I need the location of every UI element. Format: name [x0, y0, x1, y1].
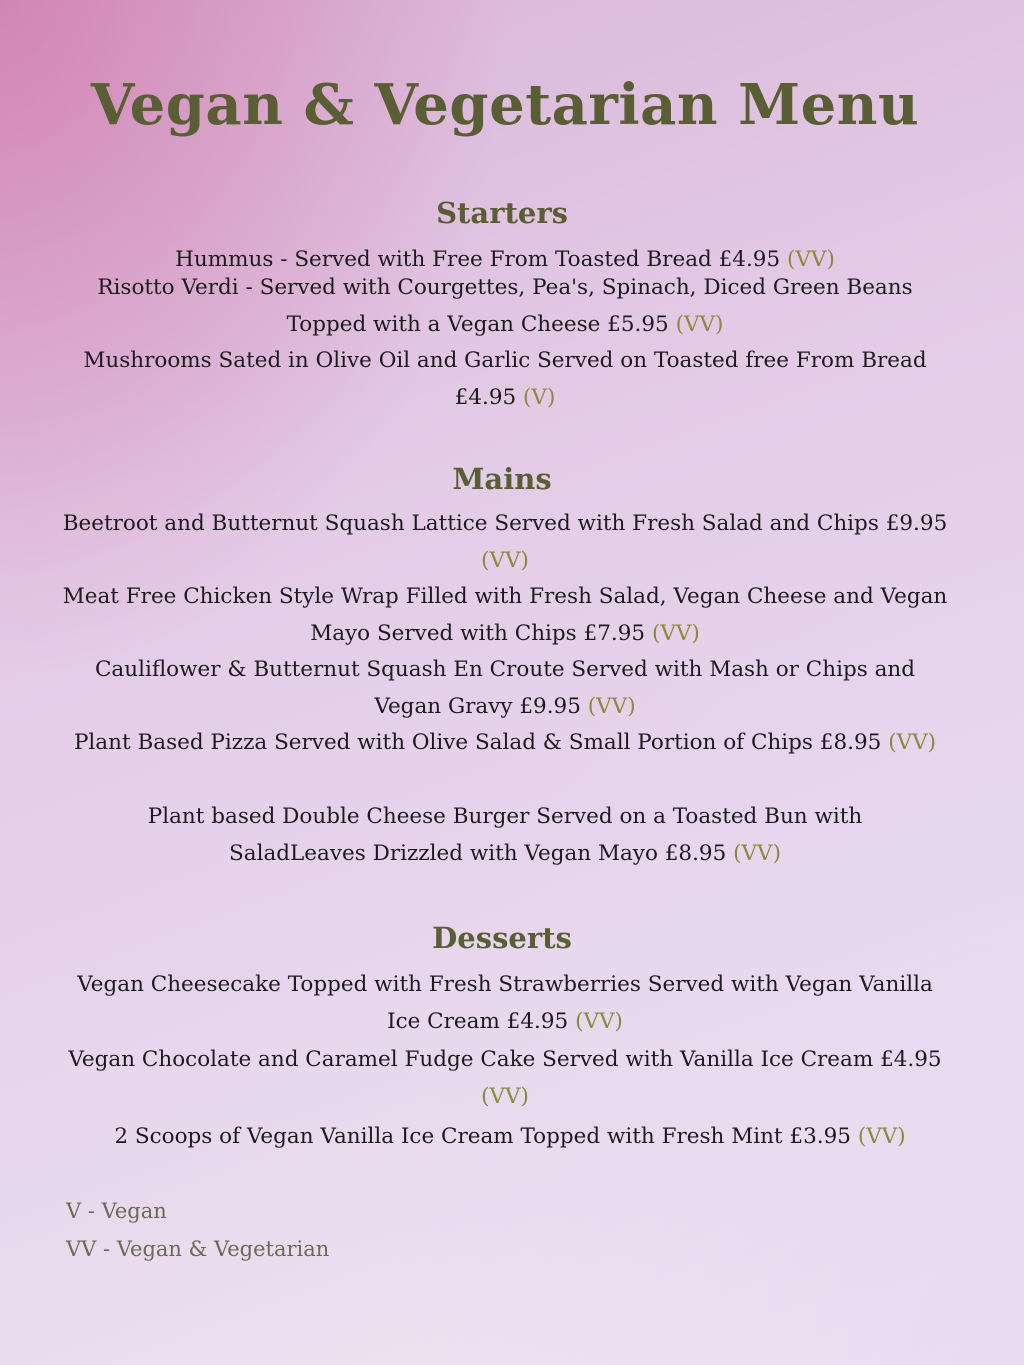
menu-title: Vegan & Vegetarian Menu [90, 72, 920, 138]
menu-item-fudge-cake [55, 1042, 955, 1115]
section-heading-desserts: Desserts [432, 921, 572, 955]
diet-marker: (VV) [651, 620, 700, 646]
diet-marker: (VV) [587, 693, 636, 719]
item-description: Cauliflower & Butternut Squash En Croute Served with Mash or Chips and Vegan Gravy £9.95 [94, 657, 916, 719]
diet-marker: (VV) [733, 840, 781, 866]
item-description: Plant Based Pizza Served with Olive Salad & Small Portion of Chips £8.95 [73, 730, 882, 755]
menu-item-ice-cream-scoops [30, 1119, 990, 1156]
diet-marker: (VV) [481, 1083, 529, 1109]
menu-item-en-croute [70, 652, 940, 725]
menu-item-mushrooms [80, 343, 930, 416]
menu-item-plant-based-pizza [60, 725, 950, 762]
item-description: Hummus - Served with Free From Toasted Bread £4.95 [175, 247, 781, 272]
section-heading-starters: Starters [436, 196, 568, 230]
diet-marker: (VV) [787, 247, 835, 272]
diet-marker: (VV) [857, 1124, 906, 1149]
menu-item-vegan-cheesecake [60, 967, 950, 1040]
menu-item-risotto-verdi [60, 270, 950, 343]
diet-marker: (VV) [481, 547, 529, 573]
item-description: Mushrooms Sated in Olive Oil and Garlic Served on Toasted free From Bread £4.95 [83, 348, 927, 410]
menu-item-double-cheese-burger [90, 799, 920, 872]
diet-legend [66, 1192, 329, 1268]
item-description: Beetroot and Butternut Squash Lattice Served with Fresh Salad and Chips £9.95 [62, 511, 948, 536]
legend-vegan-vegetarian: VV - Vegan & Vegetarian [66, 1237, 330, 1261]
diet-marker: (VV) [675, 311, 724, 337]
menu-item-chicken-style-wrap [60, 579, 950, 652]
item-description: Meat Free Chicken Style Wrap Filled with Fresh Salad, Vegan Cheese and Vegan Mayo Served with Chips £7.95 [62, 584, 948, 646]
item-description: Vegan Chocolate and Caramel Fudge Cake Served with Vanilla Ice Cream £4.95 [68, 1047, 942, 1072]
diet-marker: (V) [523, 384, 556, 410]
item-description: Risotto Verdi - Served with Courgettes, Pea's, Spinach, Diced Green Beans Topped with a Vegan Cheese £5.95 [97, 275, 913, 337]
diet-marker: (VV) [888, 730, 937, 755]
item-description: Plant based Double Cheese Burger Served on a Toasted Bun with SaladLeaves Drizzled with Vegan Mayo £8.95 [147, 804, 863, 866]
item-description: Vegan Cheesecake Topped with Fresh Strawberries Served with Vegan Vanilla Ice Cream £4.95 [77, 972, 933, 1034]
diet-marker: (VV) [575, 1008, 623, 1034]
section-heading-mains: Mains [452, 462, 552, 496]
legend-vegan: V - Vegan [66, 1199, 167, 1223]
item-description: 2 Scoops of Vegan Vanilla Ice Cream Topped with Fresh Mint £3.95 [114, 1124, 851, 1149]
menu-item-beetroot-lattice [60, 506, 950, 579]
